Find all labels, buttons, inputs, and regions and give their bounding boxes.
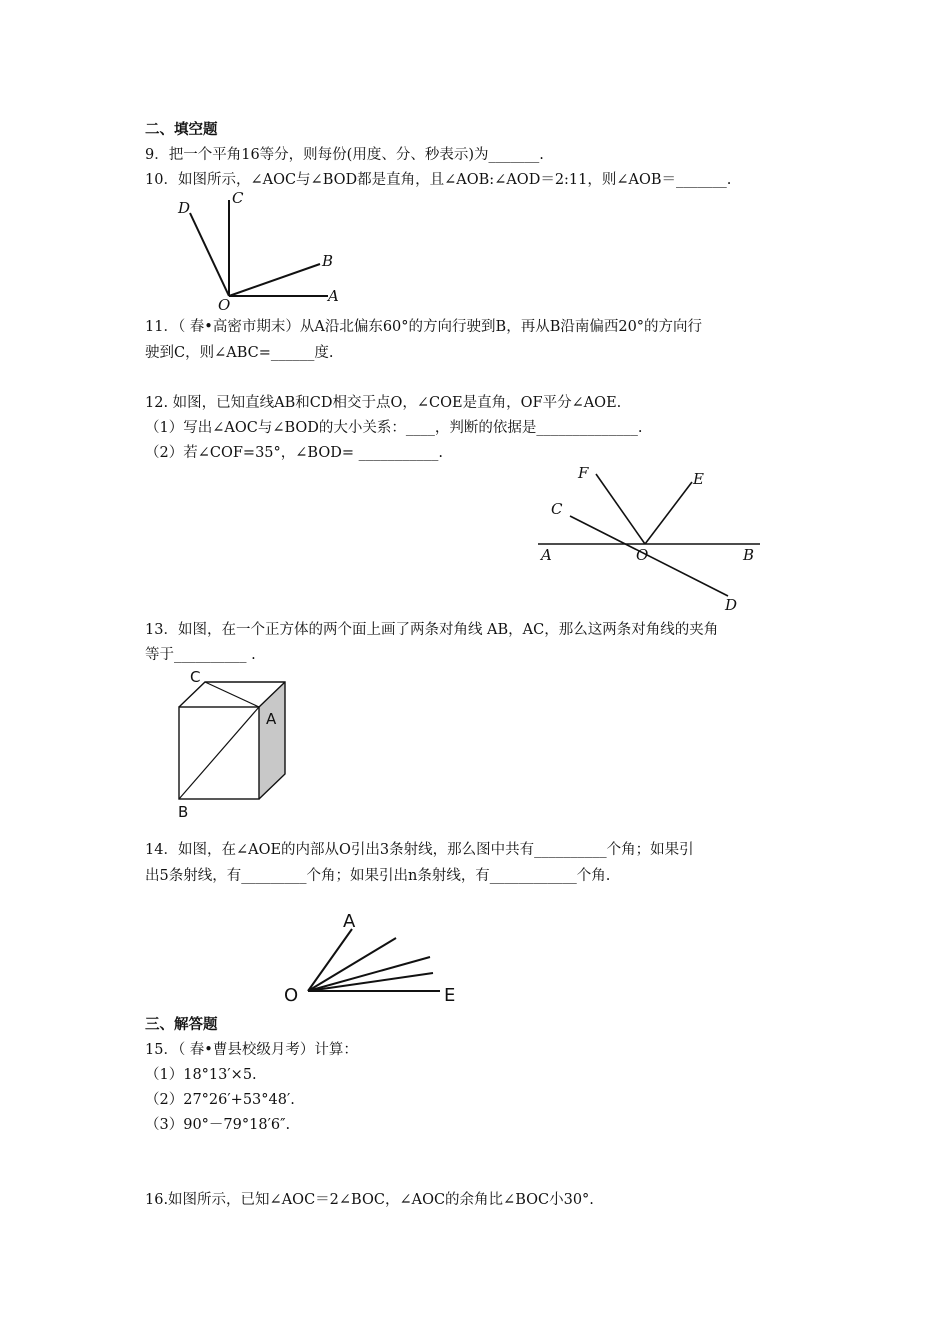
label-o: O xyxy=(284,985,299,1006)
question-13-line1: 13．如图，在一个正方体的两个面上画了两条对角线 AB，AC，那么这两条对角线的夹角 xyxy=(145,622,719,638)
figure-q10-angles xyxy=(170,188,350,313)
label-b: B xyxy=(322,252,334,270)
question-15-part2: （2）27°26′+53°48′. xyxy=(145,1092,295,1108)
question-12-line2: （1）写出∠AOC与∠BOD的大小关系：____，判断的依据是______________. xyxy=(145,420,643,436)
figure-q13-cube xyxy=(170,664,300,824)
ray-ob xyxy=(229,264,320,296)
question-11-line2: 驶到C，则∠ABC=______度. xyxy=(145,345,334,361)
ray-2 xyxy=(308,957,430,991)
label-o: O xyxy=(218,296,231,314)
question-16: 16.如图所示，已知∠AOC＝2∠BOC，∠AOC的余角比∠BOC小30°. xyxy=(145,1192,594,1208)
question-12-line1: 12. 如图，已知直线AB和CD相交于点O，∠COE是直角，OF平分∠AOE. xyxy=(145,395,622,411)
label-e: E xyxy=(444,985,456,1006)
label-e: E xyxy=(693,470,704,488)
ray-1 xyxy=(308,938,396,991)
label-f: F xyxy=(578,464,589,482)
line-cd xyxy=(570,516,728,596)
label-c: C xyxy=(551,500,563,518)
ray-oe xyxy=(645,482,692,544)
section-heading-fill-blank: 二、填空题 xyxy=(145,122,218,138)
label-d: D xyxy=(178,199,191,217)
diagonal-ac xyxy=(205,682,259,707)
label-b: B xyxy=(178,803,189,821)
label-a: A xyxy=(541,546,552,564)
question-14-line1: 14．如图，在∠AOE的内部从O引出3条射线，那么图中共有__________个角；如果引 xyxy=(145,842,694,858)
question-15-part3: （3）90°－79°18′6″. xyxy=(145,1117,291,1133)
question-10: 10．如图所示，∠AOC与∠BOD都是直角，且∠AOB:∠AOD＝2:11，则∠AOB＝_______. xyxy=(145,172,732,188)
question-11-line1: 11．（ 春•高密市期末）从A沿北偏东60°的方向行驶到B，再从B沿南偏西20°的方向行 xyxy=(145,319,703,335)
figure-q12-intersecting-lines xyxy=(530,460,770,618)
question-12-line3: （2）若∠COF=35°，∠BOD= ___________. xyxy=(145,445,443,461)
label-a: A xyxy=(266,710,277,728)
section-heading-solve: 三、解答题 xyxy=(145,1017,218,1033)
figure-q14-rays xyxy=(280,905,470,1010)
question-13-line2: 等于__________ . xyxy=(145,647,256,663)
cube-side-face xyxy=(259,682,285,799)
question-9: 9．把一个平角16等分，则每份(用度、分、秒表示)为_______. xyxy=(145,147,544,163)
question-15-part1: （1）18°13′×5. xyxy=(145,1067,257,1083)
ray-oa xyxy=(308,929,352,991)
label-c: C xyxy=(190,668,201,686)
question-15-title: 15．（ 春•曹县校级月考）计算： xyxy=(145,1042,358,1058)
question-14-line2: 出5条射线，有_________个角；如果引出n条射线，有____________个角. xyxy=(145,868,611,884)
label-o: O xyxy=(636,546,649,564)
diagonal-ab xyxy=(179,707,259,799)
label-a: A xyxy=(343,911,356,932)
label-c: C xyxy=(232,189,244,207)
label-b: B xyxy=(743,546,755,564)
label-a: A xyxy=(328,287,339,305)
ray-3 xyxy=(308,973,433,991)
ray-od xyxy=(190,213,229,296)
label-d: D xyxy=(725,596,738,614)
